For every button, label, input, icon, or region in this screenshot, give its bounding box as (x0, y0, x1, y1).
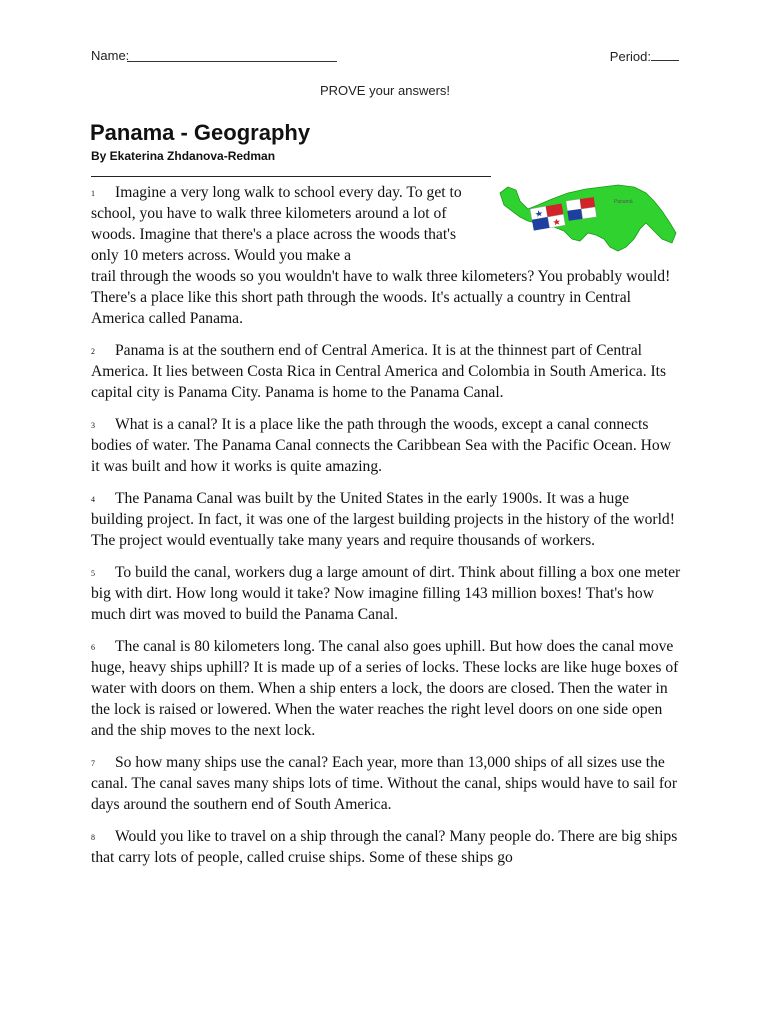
paragraph-text: The Panama Canal was built by the United States in the early 1900s. It was a huge building project. In fact, it was one of the largest building projects in the history of the world! The project would eventually take many years and require thousands of workers. (91, 490, 675, 549)
title-divider (91, 176, 491, 177)
paragraph-text: Panama is at the southern end of Central America. It is at the thinnest part of Central America. It lies between Costa Rica in Central America and Colombia in South America. Its capital city is Panama City. Panama is home to the Panama Canal. (91, 342, 667, 401)
page-title: Panama - Geography (90, 120, 311, 145)
paragraph-number: 6 (91, 643, 95, 652)
name-blank-line[interactable] (127, 61, 337, 62)
map-label: Panamá (614, 199, 633, 205)
prove-instruction: PROVE your answers! (319, 83, 451, 98)
paragraph-4 (91, 488, 683, 551)
paragraph-number: 8 (91, 833, 95, 842)
paragraph-text: So how many ships use the canal? Each year, more than 13,000 ships of all sizes use the canal. The canal saves many ships lots of time. Without the canal, ships would have to sail for days around the southern end of South America. (91, 754, 678, 813)
paragraph-text: To build the canal, workers dug a large amount of dirt. Think about filling a box one meter big with dirt. How long would it take? Now imagine filling 143 million boxes! That's how much dirt was moved to build the Panama Canal. (91, 564, 681, 623)
article-body (91, 182, 683, 879)
paragraph-number: 4 (91, 495, 95, 504)
worksheet-header (91, 48, 679, 68)
period-label: Period: (609, 49, 651, 64)
paragraph-number: 2 (91, 347, 95, 356)
author-byline: By Ekaterina Zhdanova-Redman (91, 149, 276, 163)
paragraph-8 (91, 826, 683, 868)
paragraph-number: 5 (91, 569, 95, 578)
paragraph-6 (91, 636, 683, 741)
paragraph-1 (91, 182, 481, 266)
paragraph-number: 1 (91, 189, 95, 198)
paragraph-5 (91, 562, 683, 625)
paragraph-1-continued: trail through the woods so you wouldn't have to walk three kilometers? You probably would! There's a place like this short path through the woods. It's actually a country in Central America called Panama. (91, 268, 671, 327)
paragraph-number: 3 (91, 421, 95, 430)
paragraph-text: Imagine a very long walk to school every day. To get to school, you have to walk three kilometers around a lot of woods. Imagine that there's a place across the woods that's only 10 meters across. Would you make a (91, 184, 462, 264)
paragraph-number: 7 (91, 759, 95, 768)
paragraph-2 (91, 340, 683, 403)
paragraph-text: The canal is 80 kilometers long. The canal also goes uphill. But how does the canal move huge, heavy ships uphill? It is made up of a series of locks. These locks are like huge boxes of water with doors on them. When a ship enters a lock, the doors are closed. Then the water in the lock is raised or lowered. When the water reaches the right level doors on one side open and the ship moves to the next lock. (91, 638, 679, 739)
paragraph-3 (91, 414, 683, 477)
paragraph-7 (91, 752, 683, 815)
period-field (610, 48, 679, 64)
paragraph-text: What is a canal? It is a place like the path through the woods, except a canal connects bodies of water. The Panama Canal connects the Caribbean Sea with the Pacific Ocean. How it was built and how it works is quite amazing. (91, 416, 671, 475)
paragraph-text: Would you like to travel on a ship through the canal? Many people do. There are big ships that carry lots of people, called cruise ships. Some of these ships go (91, 828, 678, 866)
period-blank-line[interactable] (651, 48, 679, 61)
name-label: Name: (91, 48, 130, 63)
